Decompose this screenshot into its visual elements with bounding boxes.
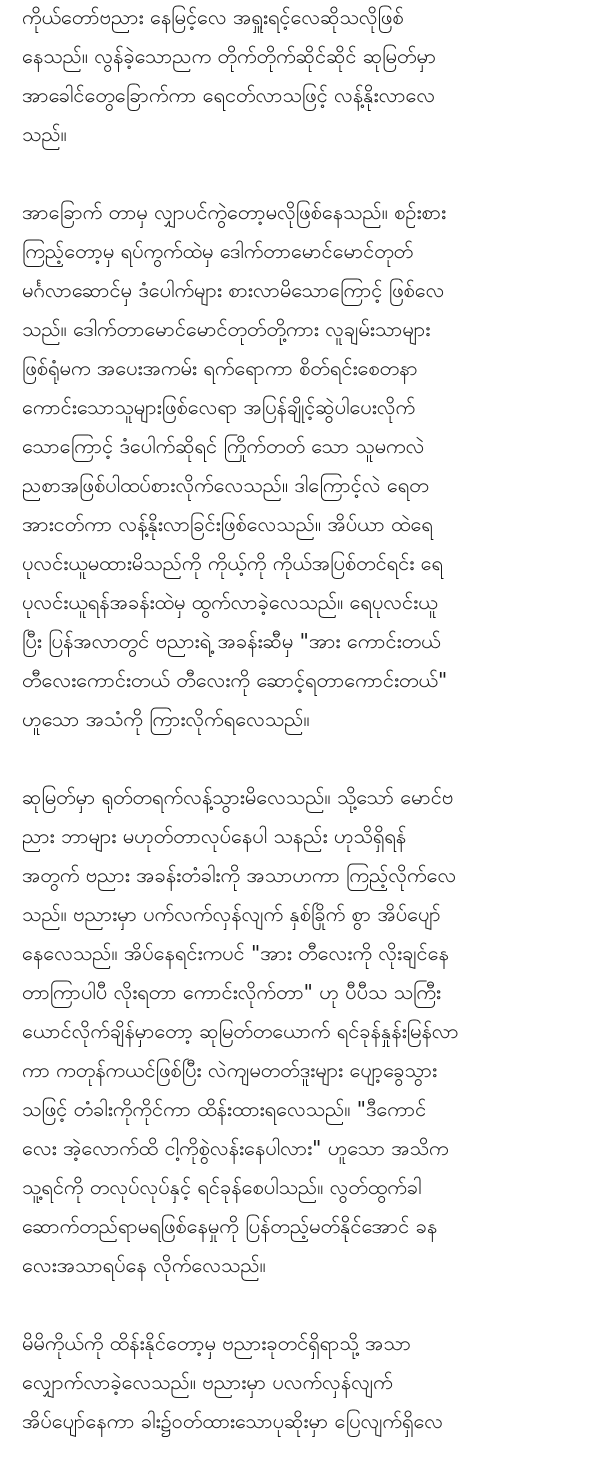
text-line: သောကြောင့် ဒံပေါက်ဆိုရင် ကြိုက်တတ် သော သူမကလဲ: [22, 434, 425, 458]
text-line: ပြီး ပြန်အလာတွင် ဗညားရဲ့ အခန်းဆီမှ "အား ကောင်းတယ်: [22, 629, 441, 653]
text-line: ကောင်းသောသူများဖြစ်လေရာ အပြန်ချိုင့်ဆွဲပါပေးလိုက်: [22, 395, 416, 419]
text-line: အာခေါင်တွေခြောက်ကာ ရေငတ်လာသဖြင့် လန့်နိုးလာလေ: [22, 83, 436, 107]
text-line: အာခြောက် တာမှ လျှာပင်ကွဲတော့မလိုဖြစ်နေသည်။ စဉ်းစား: [22, 200, 447, 224]
text-line: လျှောက်လာခဲ့လေသည်။ ဗညားမှာ ပလက်လှန်လျက်: [22, 1370, 393, 1394]
text-line: တီလေးကောင်းတယ် တီလေးကို ဆောင့်ရတာကောင်းတယ်": [22, 668, 448, 692]
text-line: ညား ဘာများ မဟုတ်တာလုပ်နေပါ သနည်း ဟုသိရှိရန်: [22, 824, 407, 848]
paragraph-4: [22, 1324, 589, 1441]
text-line: အားငတ်ကာ လန့်နိုးလာခြင်းဖြစ်လေသည်။ အိပ်ယာ ထဲရေ: [22, 512, 433, 536]
text-line: ဖြစ်ရုံမက အပေးအကမ်း ရက်ရောကာ စိတ်ရင်းစေတနာ: [22, 356, 418, 380]
text-line: နေလေသည်။ အိပ်နေရင်းကပင် "အား တီလေးကို လိုးချင်နေ: [22, 941, 449, 965]
text-line: ဟူသော အသံကို ကြားလိုက်ရလေသည်။: [22, 707, 310, 731]
text-line: လေး အဲ့လောက်ထိ ငါ့ကိုစွဲလန်းနေပါလား" ဟူသော အသိက: [22, 1136, 449, 1160]
text-line: အတွက် ဗညား အခန်းတံခါးကို အသာဟကာ ကြည့်လိုက်လေ: [22, 863, 457, 887]
text-line: ဆုမြတ်မှာ ရုတ်တရက်လန့်သွားမိလေသည်။ သို့သော် မောင်ဗ: [22, 785, 454, 809]
text-line: သည်။: [22, 122, 67, 146]
text-line: မင်္ဂလာဆောင်မှ ဒံပေါက်များ စားလာမိသောကြောင့် ဖြစ်လေ: [22, 278, 445, 302]
text-line: တာကြာပါပီ လိုးရတာ ကောင်းလိုက်တာ" ဟု ပီပီသ သကြီး: [22, 980, 442, 1004]
text-line: မိမိကိုယ်ကို ထိန်းနိုင်တော့မှ ဗညားခုတင်ရှိရာသို့ အသာ: [22, 1331, 411, 1355]
text-line: သည်။ ဒေါက်တာမောင်မောင်တုတ်တို့ကား လူချမ်းသာများ: [22, 317, 431, 341]
text-line: နေသည်။ လွန်ခဲ့သောညက တိုက်တိုက်ဆိုင်ဆိုင် ဆုမြတ်မှာ: [22, 44, 437, 68]
text-line: သဖြင့် တံခါးကိုကိုင်ကာ ထိန်းထားရလေသည်။ "ဒီကောင်: [22, 1097, 427, 1121]
text-line: ကာ ကတုန်ကယင်ဖြစ်ပြီး လဲကျမတတ်ဒူးများ ပျော့ခွေသွား: [22, 1058, 438, 1082]
text-line: ယောင်လိုက်ချိန်မှာတော့ ဆုမြတ်တယောက် ရင်ခုန်နှုန်းမြန်လာ: [22, 1019, 459, 1043]
text-line: လေးအသာရပ်နေ လိုက်လေသည်။: [22, 1253, 266, 1277]
article-body: [22, 0, 589, 1480]
text-line: ညစာအဖြစ်ပါထပ်စားလိုက်လေသည်။ ဒါကြောင့်လဲ ရေတ: [22, 473, 429, 497]
text-line: ပုလင်းယူမထားမိသည်ကို ကိုယ့်ကို ကိုယ်အပြစ်တင်ရင်း ရေ: [22, 551, 444, 575]
text-line: ပုလင်းယူရန်အခန်းထဲမှ ထွက်လာခဲ့လေသည်။ ရေပုလင်းယူ: [22, 590, 438, 614]
text-line: သည်။ ဗညားမှာ ပက်လက်လှန်လျက် နှစ်ခြိုက် စွာ အိပ်ပျော်: [22, 902, 441, 926]
paragraph-2: [22, 193, 589, 739]
text-line: ကြည့်တော့မှ ရပ်ကွက်ထဲမှ ဒေါက်တာမောင်မောင်တုတ်: [22, 239, 414, 263]
text-line: သူ့ရင်ကို တလုပ်လုပ်နှင့် ရင်ခုန်စေပါသည်။ လွတ်ထွက်ခါ: [22, 1175, 422, 1199]
text-line: ကိုယ်တော်ဗညား နေမြင့်လေ အရှူးရင့်လေဆိုသလိုဖြစ်: [22, 5, 404, 29]
paragraph-3: [22, 778, 589, 1285]
paragraph-1: [22, 0, 589, 154]
text-line: အိပ်ပျော်နေကာ ခါး၌ဝတ်ထားသောပုဆိုးမှာ ပြေလျက်ရှိလေ: [22, 1409, 444, 1433]
text-line: ဆောက်တည်ရာမရဖြစ်နေမှုကို ပြန်တည့်မတ်နိုင်အောင် ခန: [22, 1214, 438, 1238]
